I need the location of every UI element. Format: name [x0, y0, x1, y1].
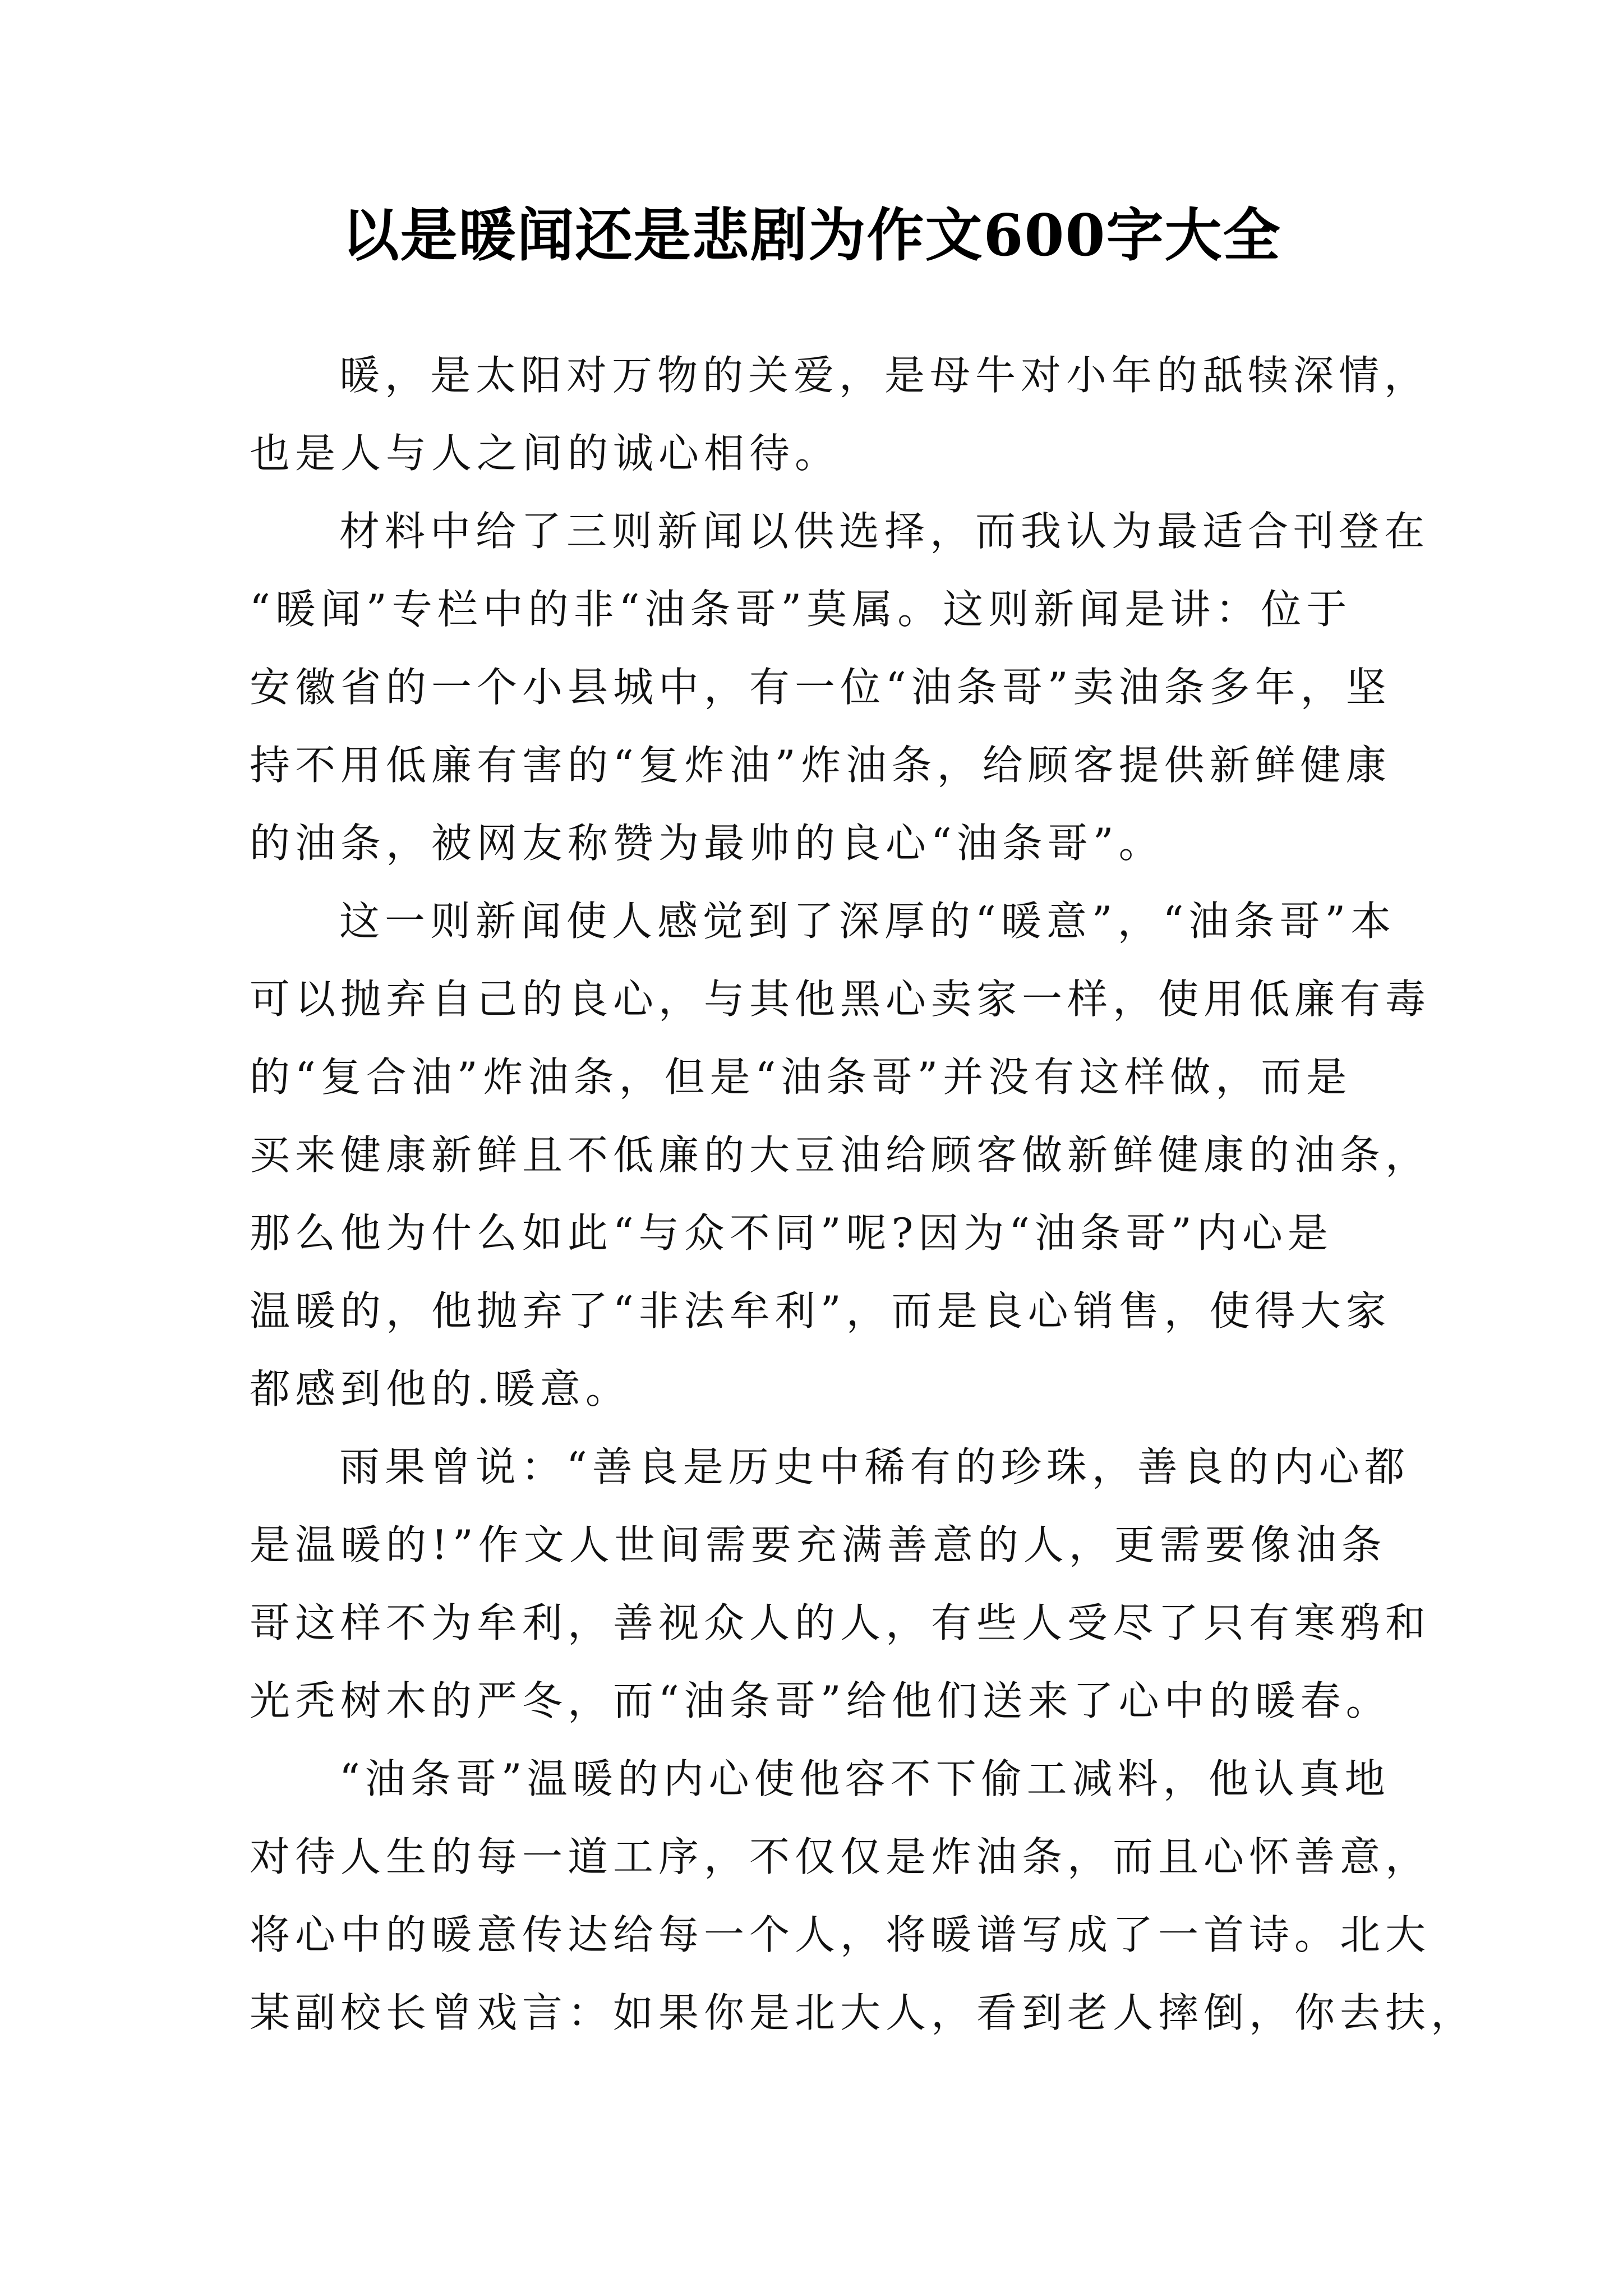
- paragraph-line: 哥这样不为牟利，善视众人的人，有些人受尽了只有寒鸦和: [250, 1599, 1431, 1646]
- paragraph-1: [250, 337, 1430, 493]
- paragraph-line: 温暖的，他抛弃了“非法牟利”，而是良心销售，使得大家: [250, 1287, 1391, 1335]
- paragraph-line: 这一则新闻使人感觉到了深厚的“暖意”，“油条哥”本: [339, 898, 1396, 945]
- paragraph-line: 持不用低廉有害的“复炸油”炸油条，给顾客提供新鲜健康: [250, 742, 1391, 789]
- paragraph-2: [250, 493, 1430, 882]
- paragraph-line: 也是人与人之间的诚心相待。: [250, 430, 841, 477]
- paragraph-line: “暖闻”专栏中的非“油条哥”莫属。这则新闻是讲：位于: [250, 586, 1352, 633]
- paragraph-line: 买来健康新鲜且不低廉的大豆油给顾客做新鲜健康的油条，: [250, 1131, 1431, 1179]
- paragraph-line: 某副校长曾戏言：如果你是北大人，看到老人摔倒，你去扶，: [250, 1989, 1477, 2036]
- paragraph-3: [250, 882, 1431, 1428]
- paragraph-line: 对待人生的每一道工序，不仅仅是炸油条，而且心怀善意，: [250, 1833, 1431, 1880]
- paragraph-line: 将心中的暖意传达给每一个人，将暖谱写成了一首诗。北大: [250, 1911, 1431, 1958]
- paragraph-line: 暖，是太阳对万物的关爱，是母牛对小年的舐犊深情，: [339, 352, 1430, 399]
- paragraph-line: 那么他为什么如此“与众不同”呢?因为“油条哥”内心是: [250, 1209, 1333, 1257]
- paragraph-line: 是温暖的!”作文人世间需要充满善意的人，更需要像油条: [250, 1521, 1387, 1568]
- paragraph-4: [250, 1428, 1431, 1740]
- paragraph-line: “油条哥”温暖的内心使他容不下偷工减料，他认真地: [339, 1755, 1390, 1802]
- paragraph-line: 安徽省的一个小县城中，有一位“油条哥”卖油条多年，坚: [250, 664, 1391, 711]
- paragraph-line: 光秃树木的严冬，而“油条哥”给他们送来了心中的暖春。: [250, 1677, 1391, 1724]
- paragraph-5: [250, 1740, 1477, 2052]
- paragraph-line: 可以抛弃自己的良心，与其他黑心卖家一样，使用低廉有毒: [250, 976, 1431, 1023]
- paragraph-line: 雨果曾说：“善良是历史中稀有的珍珠，善良的内心都: [339, 1443, 1410, 1490]
- paragraph-line: 的油条，被网友称赞为最帅的良心“油条哥”。: [250, 820, 1164, 867]
- paragraph-line: 都感到他的.暖意。: [250, 1365, 631, 1412]
- document-body: [250, 337, 1477, 2052]
- document-title: 以是暖闻还是悲剧为作文600字大全: [342, 202, 1281, 269]
- paragraph-line: 材料中给了三则新闻以供选择，而我认为最适合刊登在: [339, 508, 1430, 555]
- paragraph-line: 的“复合油”炸油条，但是“油条哥”并没有这样做，而是: [250, 1053, 1352, 1101]
